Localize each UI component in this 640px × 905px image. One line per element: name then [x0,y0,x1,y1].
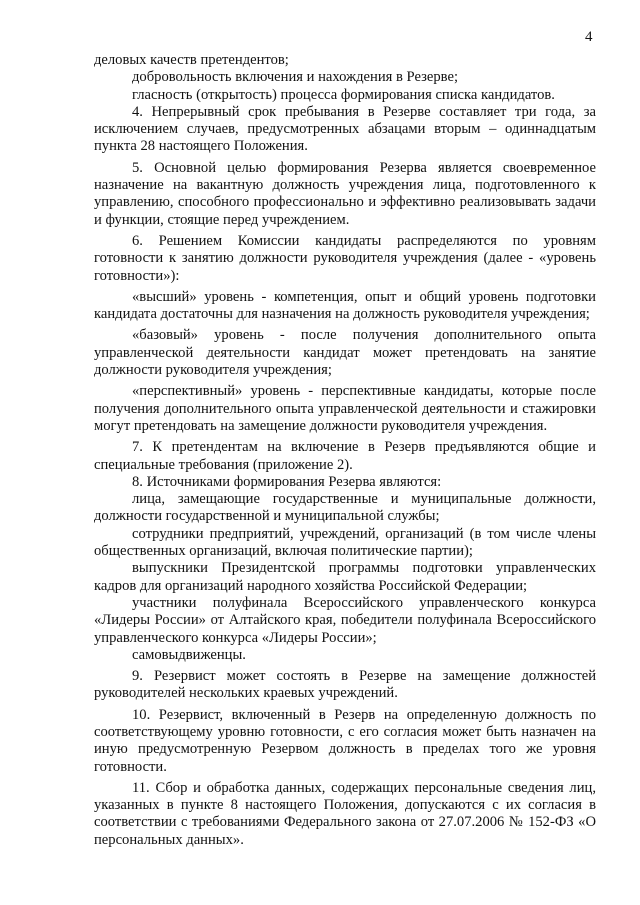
paragraph-12: лица, замещающие государственные и муниципальные должности, должности государственной и муниципальной службы; [94,491,596,525]
page-number: 4 [585,29,593,45]
paragraph-18: 10. Резервист, включенный в Резерв на определенную должность по соответствующему уровню готовности, с его согласия может быть назначен на иную предусмотренную Резервом должность в пределах того же уровня готовности. [94,706,596,775]
paragraph-4: 4. Непрерывный срок пребывания в Резерве составляет три года, за исключением случаев, предусмотренных абзацами вторым – одиннадцатым пункта 28 настоящего Положения. [94,103,596,155]
paragraph-11: 8. Источниками формирования Резерва являются: [132,473,442,490]
paragraph-6: 6. Решением Комиссии кандидаты распределяются по уровням готовности к занятию должности руководителя учреждения (далее - «уровень готовности»): [94,232,596,284]
paragraph-13: сотрудники предприятий, учреждений, организаций (в том числе члены общественных организаций, включая политические партии); [94,525,596,560]
paragraph-7: «высший» уровень - компетенция, опыт и общий уровень подготовки кандидата достаточны для назначения на должность руководителя учреждения; [94,288,596,323]
paragraph-16: самовыдвиженцы. [132,646,246,663]
paragraph-1: деловых качеств претендентов; [94,52,289,68]
paragraph-8: «базовый» уровень - после получения дополнительного опыта управленческой деятельности кандидат может претендовать на занятие должности руководителя учреждения; [94,327,596,379]
paragraph-9: «перспективный» уровень - перспективные кандидаты, которые после получения дополнительного опыта управленческой деятельности и стажировки могут претендовать на замещение должности руководителя учреждения. [94,383,596,434]
paragraph-2: добровольность включения и нахождения в Резерве; [132,69,458,86]
paragraph-10: 7. К претендентам на включение в Резерв предъявляются общие и специальные требования (приложение 2). [94,439,596,473]
paragraph-19: 11. Сбор и обработка данных, содержащих персональные сведения лиц, указанных в пункте 8 настоящего Положения, допускаются с их согласия в соответствии с требованиями Федерального закона от 27.07.2006 № 152-ФЗ «О персональных данных». [94,779,596,848]
paragraph-3: гласность (открытость) процесса формирования списка кандидатов. [132,86,555,103]
paragraph-17: 9. Резервист может состоять в Резерве на замещение должностей руководителей нескольких краевых учреждений. [94,668,596,702]
document-body [94,52,596,849]
paragraph-5: 5. Основной целью формирования Резерва является своевременное назначение на вакантную должность учреждения лица, подготовленного к управлению, способного профессионально и эффективно реализовывать задачи и функции, стоящие перед учреждением. [94,159,596,228]
paragraph-15: участники полуфинала Всероссийского управленческого конкурса «Лидеры России» от Алтайского края, победители полуфинала Всероссийского управленческого конкурса «Лидеры России»; [94,594,596,646]
paragraph-14: выпускники Президентской программы подготовки управленческих кадров для организаций народного хозяйства Российской Федерации; [94,560,596,594]
